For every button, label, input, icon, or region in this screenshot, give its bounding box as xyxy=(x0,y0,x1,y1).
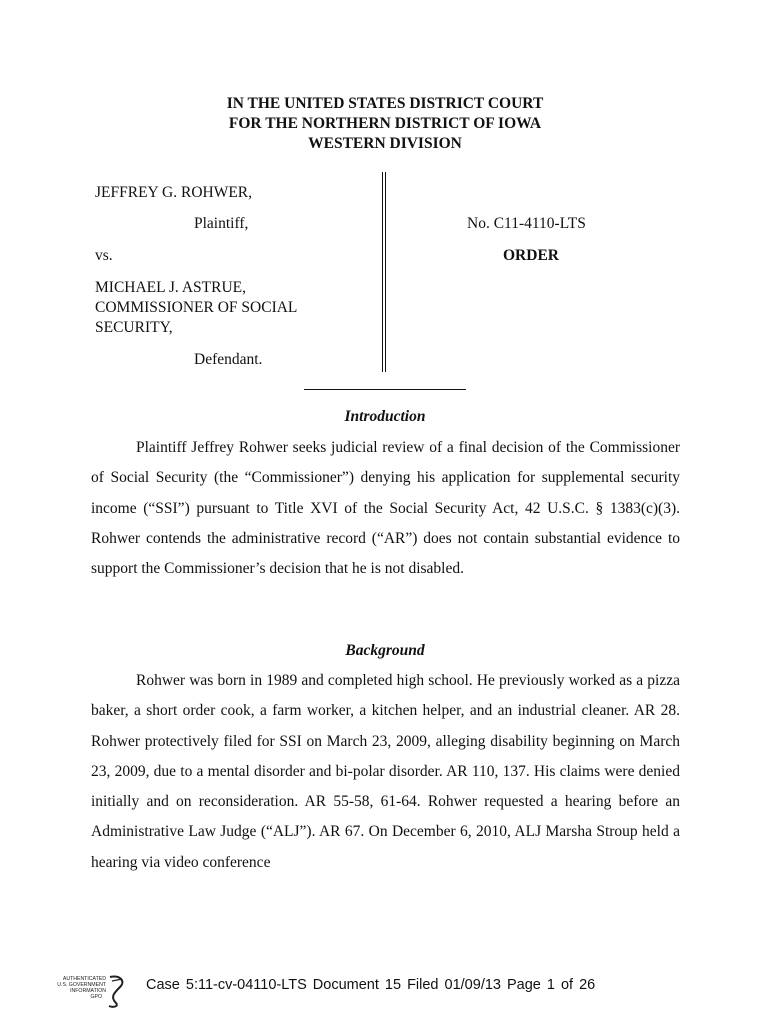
district-name: FOR THE NORTHERN DISTRICT OF IOWA xyxy=(228,115,542,132)
court-header xyxy=(0,94,770,154)
plaintiff-name: JEFFREY G. ROHWER, xyxy=(95,184,253,201)
plaintiff-role: Plaintiff, xyxy=(194,215,249,232)
background-text: Rohwer was born in 1989 and completed high school. He previously worked as a pizza baker, a short order cook, a farm worker, a kitchen helper, and an industrial cleaner. AR 28. Rohwer protectively filed for SSI on March 23, 2009, alleging disability beginning on March 23, 2009, due to a mental disorder and bi-polar disorder. AR 110, 137. His claims were denied initially and on reconsideration. AR 55-58, 61-64. Rohwer requested a hearing before an Administrative Law Judge (“ALJ”). AR 67. On December 6, 2010, ALJ Marsha Stroup held a hearing via video conference xyxy=(91,672,680,871)
caption-divider xyxy=(382,172,386,372)
defendant-role: Defendant. xyxy=(194,351,263,368)
defendant-title-cont: SECURITY, xyxy=(95,319,173,336)
court-name: IN THE UNITED STATES DISTRICT COURT xyxy=(226,95,544,112)
defendant-title: COMMISSIONER OF SOCIAL xyxy=(95,299,298,316)
eagle-icon xyxy=(106,973,128,1009)
introduction-heading: Introduction xyxy=(344,408,426,425)
gpo-logo-line2: U.S. GOVERNMENT xyxy=(57,982,106,988)
gpo-logo-text xyxy=(44,976,106,1000)
case-footer: Case 5:11-cv-04110-LTS Document 15 Filed 01/09/13 Page 1 of 26 xyxy=(146,977,596,993)
background-heading: Background xyxy=(345,642,425,659)
versus: vs. xyxy=(95,247,113,264)
defendant-name: MICHAEL J. ASTRUE, xyxy=(95,279,246,296)
separator-rule xyxy=(304,389,466,390)
division-name: WESTERN DIVISION xyxy=(308,135,462,152)
case-number: No. C11-4110-LTS xyxy=(467,215,586,232)
background-paragraph xyxy=(91,666,680,878)
introduction-paragraph xyxy=(91,433,680,584)
introduction-text: Plaintiff Jeffrey Rohwer seeks judicial review of a final decision of the Commissioner of Social Security (the “Commissioner”) denying his application for supplemental security income (“SSI”) pursuant to Title XVI of the Social Security Act, 42 U.S.C. § 1383(c)(3). Rohwer contends the administrative record (“AR”) does not contain substantial evidence to support the Commissioner’s decision that he is not disabled. xyxy=(91,439,680,578)
gpo-logo-line4: GPO xyxy=(90,994,102,1000)
gpo-logo-line3: INFORMATION xyxy=(70,988,106,994)
gpo-authenticated-logo xyxy=(44,973,130,1009)
gpo-logo-line1: AUTHENTICATED xyxy=(62,976,106,982)
document-type: ORDER xyxy=(503,247,559,264)
